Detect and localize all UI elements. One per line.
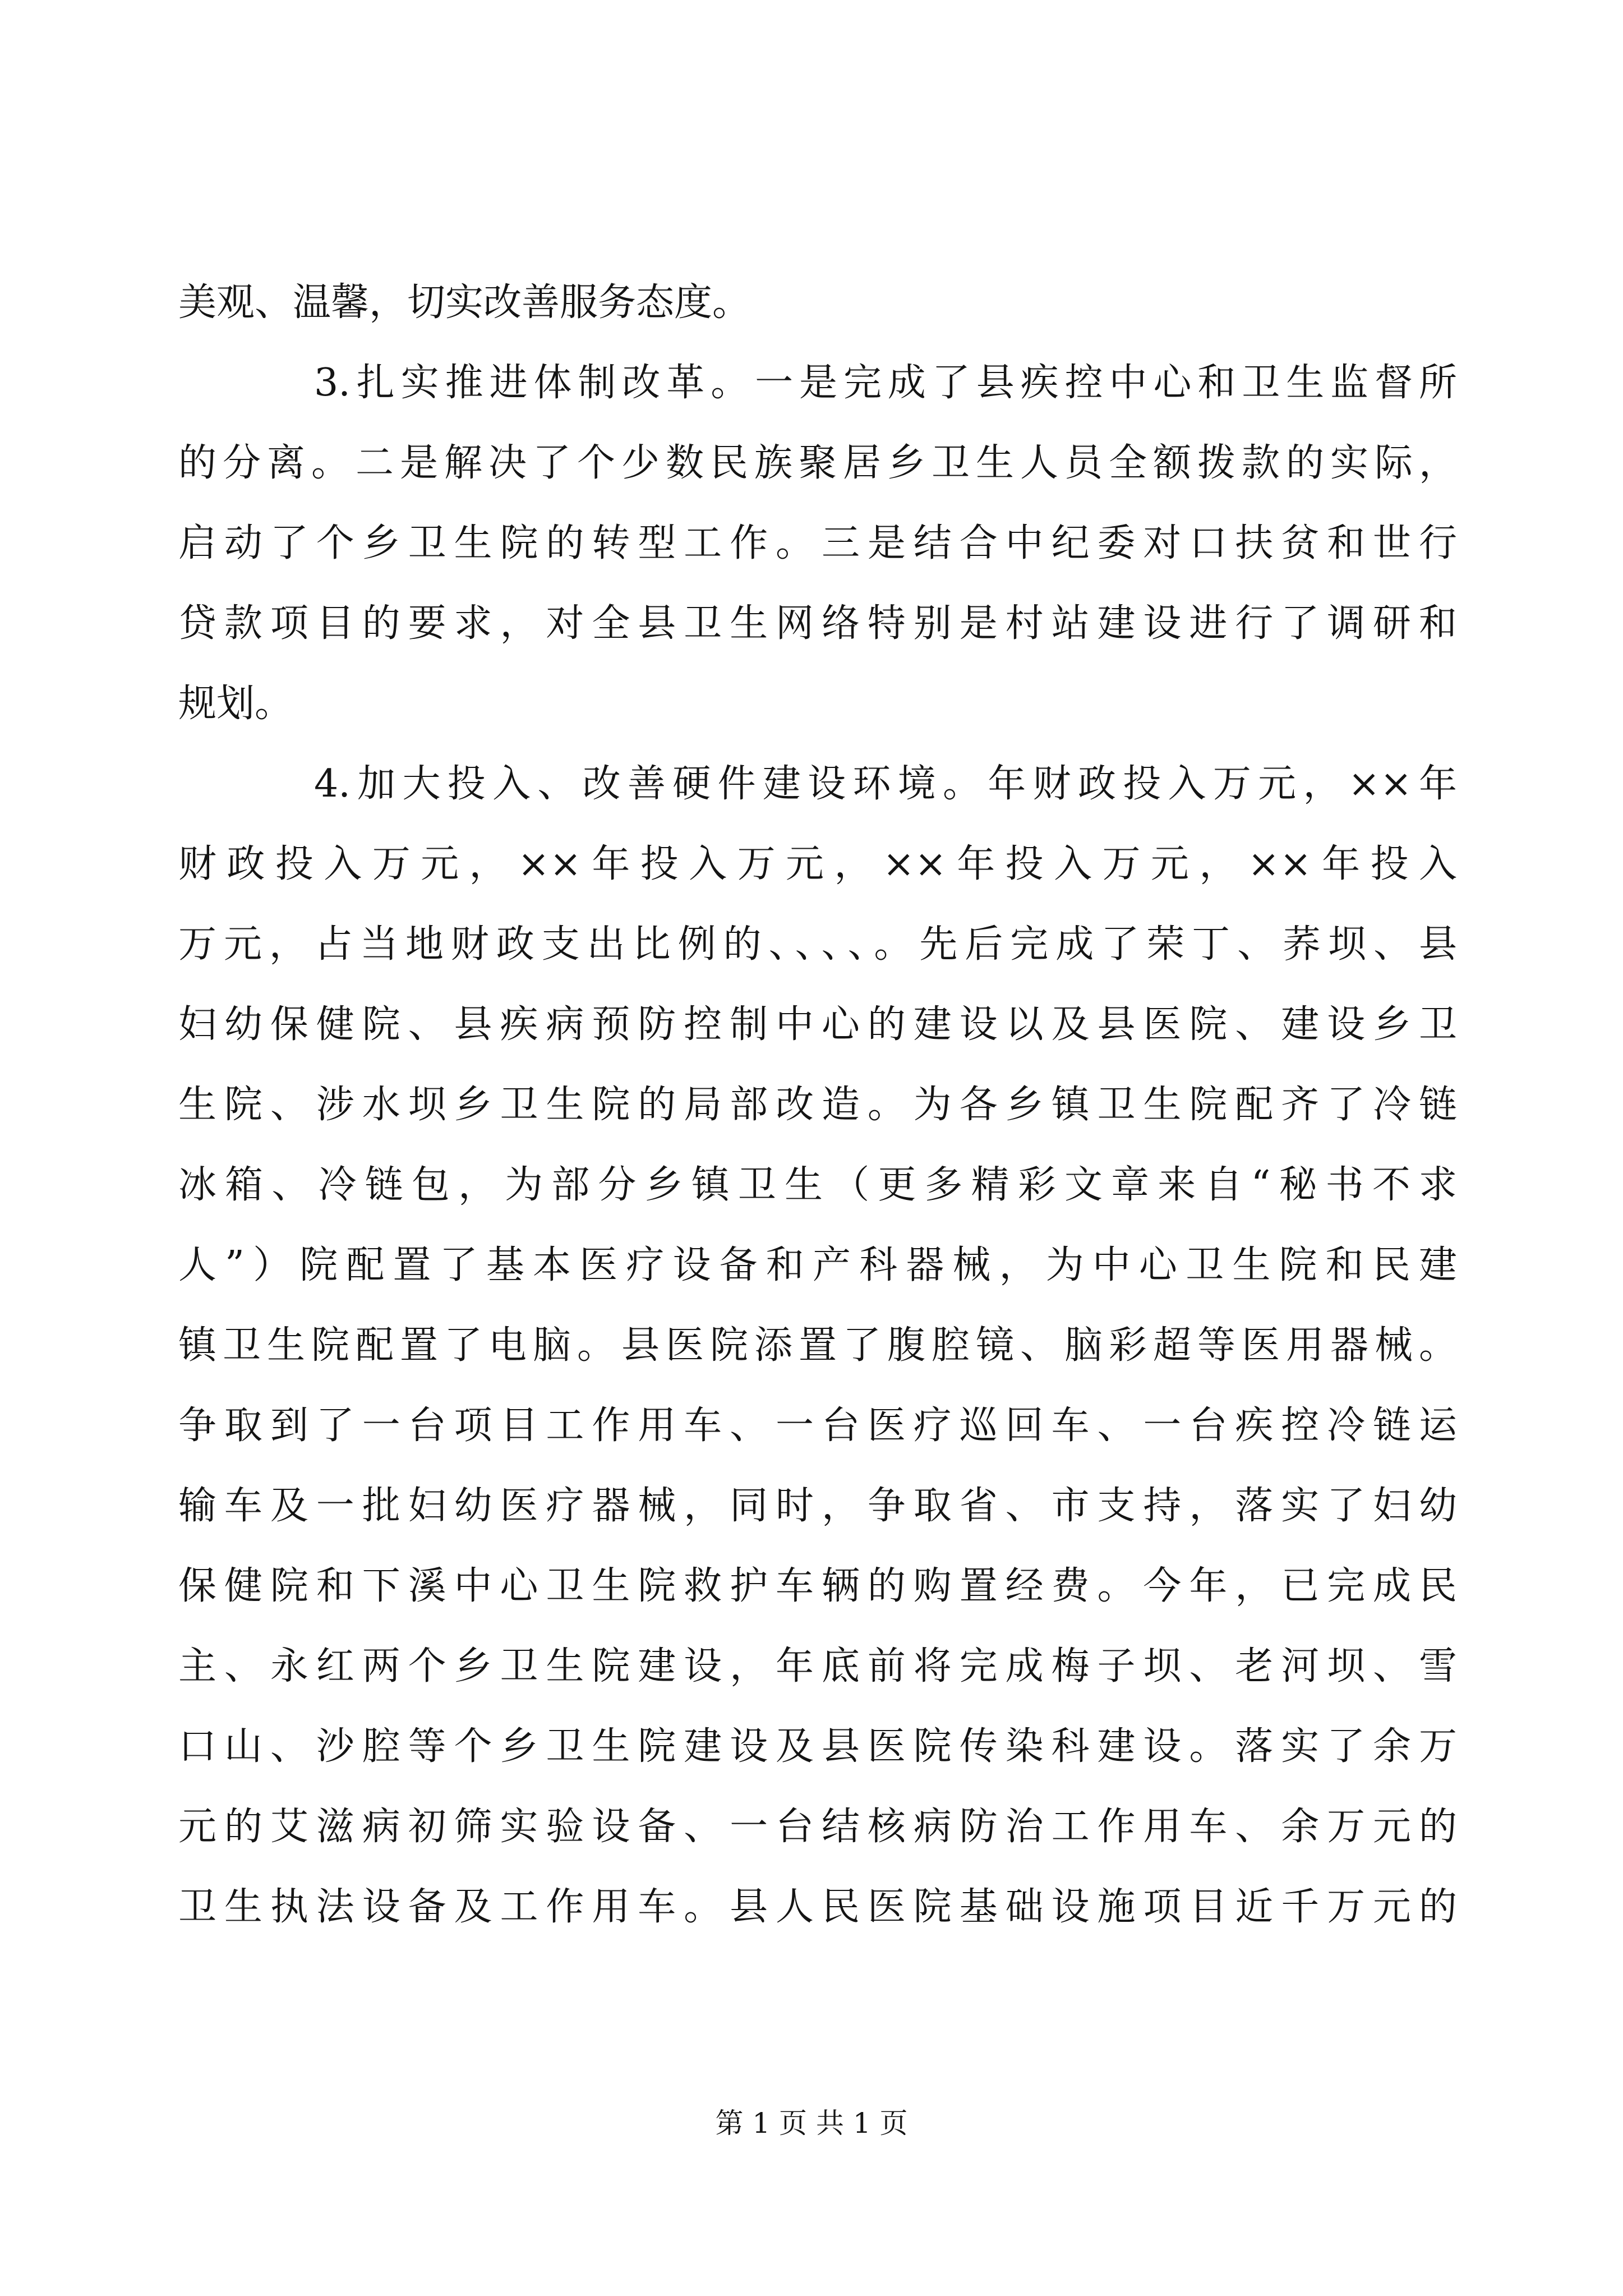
text-line: 启动了个乡卫生院的转型工作。三是结合中纪委对口扶贫和世行 (178, 521, 1457, 565)
text-line: 人”）院配置了基本医疗设备和产科器械，为中心卫生院和民建 (178, 1243, 1457, 1287)
text-line: 妇幼保健院、县疾病预防控制中心的建设以及县医院、建设乡卫 (178, 1002, 1457, 1047)
text-line: 争取到了一台项目工作用车、一台医疗巡回车、一台疾控冷链运 (178, 1404, 1457, 1448)
text-line: 的分离。二是解决了个少数民族聚居乡卫生人员全额拨款的实际， (178, 441, 1457, 485)
text-line: 贷款项目的要求，对全县卫生网络特别是村站建设进行了调研和 (178, 601, 1457, 646)
text-line: 生院、涉水坝乡卫生院的局部改造。为各乡镇卫生院配齐了冷链 (178, 1083, 1457, 1127)
text-line: 保健院和下溪中心卫生院救护车辆的购置经费。今年，已完成民 (178, 1564, 1457, 1608)
text-line: 万元，占当地财政支出比例的、、、、。先后完成了荣丁、荞坝、县 (178, 922, 1457, 967)
text-line: 美观、温馨，切实改善服务态度。 (178, 280, 751, 325)
text-line: 规划。 (178, 682, 293, 726)
text-line: 4.加大投入、改善硬件建设环境。年财政投入万元，××年 (314, 762, 1457, 806)
text-line: 元的艾滋病初筛实验设备、一台结核病防治工作用车、余万元的 (178, 1805, 1457, 1849)
text-line: 镇卫生院配置了电脑。县医院添置了腹腔镜、脑彩超等医用器械。 (178, 1323, 1457, 1368)
text-line: 财政投入万元，××年投入万元，××年投入万元，××年投入 (178, 842, 1457, 886)
text-line: 口山、沙腔等个乡卫生院建设及县医院传染科建设。落实了余万 (178, 1724, 1457, 1769)
text-line: 3.扎实推进体制改革。一是完成了县疾控中心和卫生监督所 (314, 361, 1457, 405)
text-line: 卫生执法设备及工作用车。县人民医院基础设施项目近千万元的 (178, 1885, 1457, 1929)
page-footer: 第 1 页 共 1 页 (715, 2107, 908, 2139)
text-line: 输车及一批妇幼医疗器械，同时，争取省、市支持，落实了妇幼 (178, 1484, 1457, 1528)
text-line: 冰箱、冷链包，为部分乡镇卫生（更多精彩文章来自“秘书不求 (178, 1163, 1457, 1207)
text-line: 主、永红两个乡卫生院建设，年底前将完成梅子坝、老河坝、雪 (178, 1644, 1457, 1688)
